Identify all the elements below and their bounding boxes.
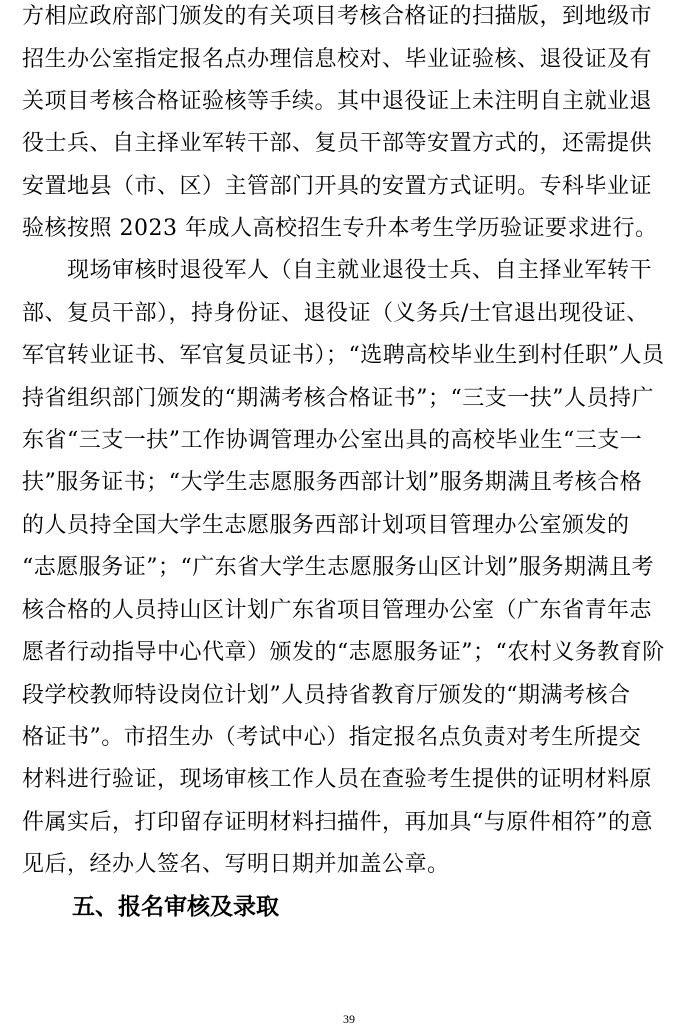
text-line: 安置地县（市、区）主管部门开具的安置方式证明。专科毕业证 <box>22 174 653 199</box>
text-line: 愿者行动指导中心代章）颁发的“志愿服务证”；“农村义务教育阶 <box>22 640 665 665</box>
text-line: 格证书”。市招生办（考试中心）指定报名点负责对考生所提交 <box>22 725 642 750</box>
page-number: 39 <box>343 1012 355 1026</box>
text-line: 方相应政府部门颁发的有关项目考核合格证的扫描版，到地级市 <box>22 4 653 29</box>
text-line: 的人员持全国大学生志愿服务西部计划项目管理办公室颁发的 <box>22 513 630 538</box>
text-line: 招生办公室指定报名点办理信息校对、毕业证验核、退役证及有 <box>22 47 653 72</box>
text-line: “志愿服务证”；“广东省大学生志愿服务山区计划”服务期满且考 <box>22 555 654 580</box>
text-line: 材料进行验证，现场审核工作人员在查验考生提供的证明材料原 <box>22 767 653 792</box>
text-line: 现场审核时退役军人（自主就业退役士兵、自主择业军转干 <box>22 258 653 283</box>
text-line: 持省组织部门颁发的“期满考核合格证书”；“三支一扶”人员持广 <box>22 386 654 411</box>
text-line: 见后，经办人签名、写明日期并加盖公章。 <box>22 852 450 877</box>
text-line: 段学校教师特设岗位计划”人员持省教育厅颁发的“期满考核合 <box>22 683 631 708</box>
section-heading: 五、报名审核及录取 <box>72 894 279 920</box>
text-line: 部、复员干部），持身份证、退役证（义务兵/士官退出现役证、 <box>22 301 649 326</box>
text-line: 军官转业证书、军官复员证书）；“选聘高校毕业生到村任职”人员 <box>22 343 665 368</box>
text-line: 东省“三支一扶”工作协调管理办公室出具的高校毕业生“三支一 <box>22 428 643 453</box>
text-line: 扶”服务证书；“大学生志愿服务西部计划”服务期满且考核合格 <box>22 470 643 495</box>
text-line: 件属实后，打印留存证明材料扫描件，再加具“与原件相符”的意 <box>22 810 653 835</box>
text-line: 役士兵、自主择业军转干部、复员干部等安置方式的，还需提供 <box>22 131 653 156</box>
text-line: 核合格的人员持山区计划广东省项目管理办公室（广东省青年志 <box>22 598 653 623</box>
text-line: 验核按照 2023 年成人高校招生专升本考生学历验证要求进行。 <box>22 216 658 241</box>
text-line: 关项目考核合格证验核等手续。其中退役证上未注明自主就业退 <box>22 89 653 114</box>
